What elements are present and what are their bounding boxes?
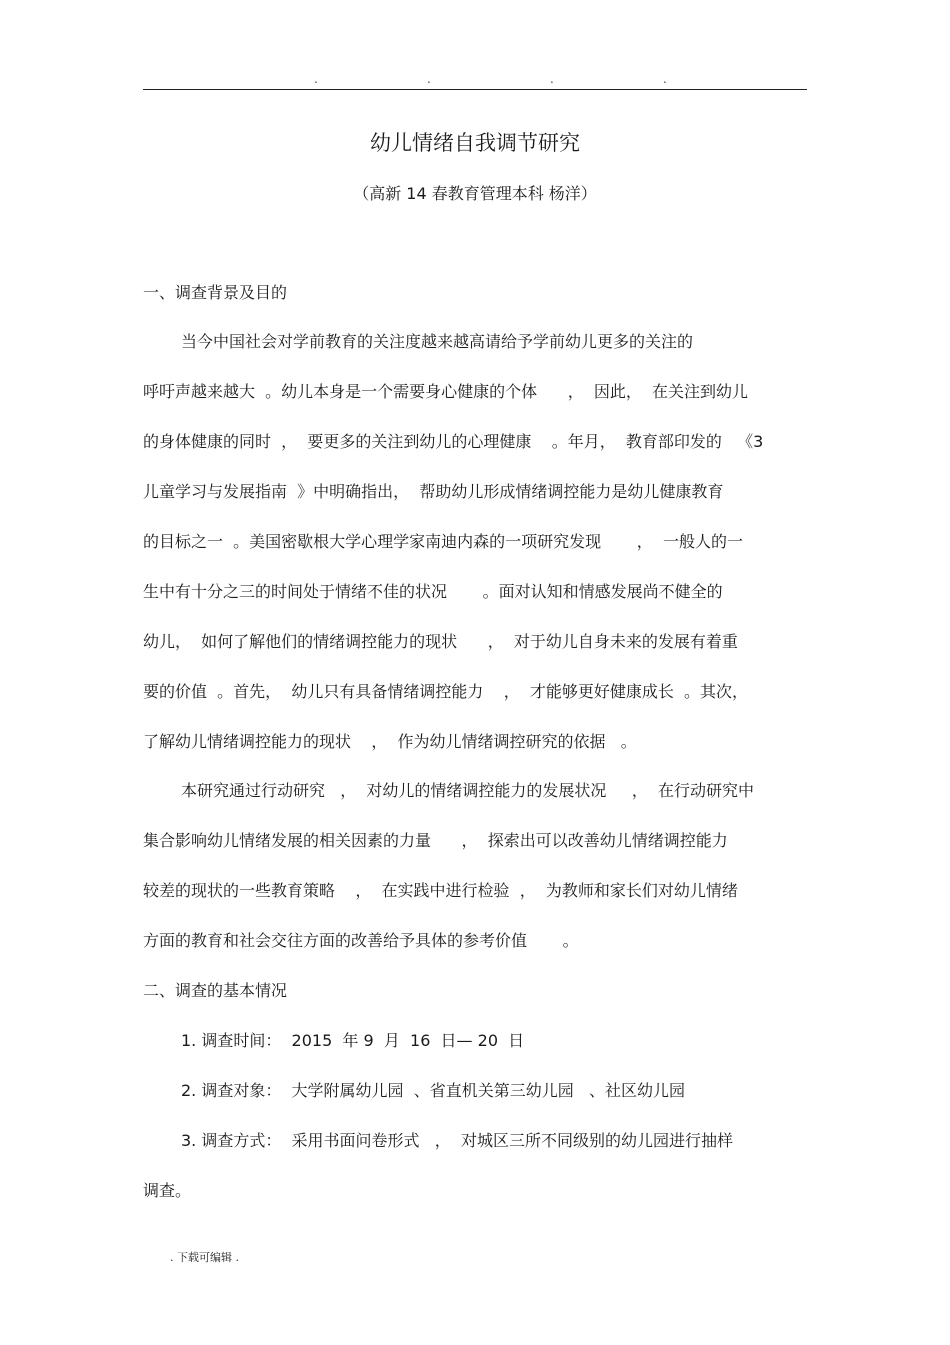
paragraph-line: 当今中国社会对学前教育的关注度越来越高请给予学前幼儿更多的关注的 <box>181 332 694 351</box>
paragraph-line: 幼儿， 如何了解他们的情绪调控能力的现状 ， 对于幼儿自身未来的发展有着重 <box>143 632 738 651</box>
document-subtitle: （高新 14 春教育管理本科 杨洋） <box>353 184 597 203</box>
list-item: 3. 调查方式： 采用书面问卷形式 ， 对城区三所不同级别的幼儿园进行抽样 <box>181 1131 733 1150</box>
footer-note: . 下载可编辑 . <box>170 1251 239 1264</box>
paragraph-line: 呼吁声越来越大 。幼儿本身是一个需要身心健康的个体 ， 因此， 在关注到幼儿 <box>143 382 749 401</box>
list-item: 1. 调查时间： 2015 年 9 月 16 日— 20 日 <box>181 1031 525 1050</box>
paragraph-line: 方面的教育和社会交往方面的改善给予具体的参考价值 。 <box>143 931 579 950</box>
paragraph-line: 要的价值 。首先， 幼儿只有具备情绪调控能力 ， 才能够更好健康成长 。其次， <box>143 682 749 701</box>
paragraph-line: 儿童学习与发展指南 》中明确指出， 帮助幼儿形成情绪调控能力是幼儿健康教育 <box>143 482 724 501</box>
header-dot: . <box>427 72 431 86</box>
list-item: 2. 调查对象： 大学附属幼儿园 、省直机关第三幼儿园 、社区幼儿园 <box>181 1081 685 1100</box>
paragraph-line: 集合影响幼儿情绪发展的相关因素的力量 ， 探索出可以改善幼儿情绪调控能力 <box>143 831 728 850</box>
paragraph-line: 本研究通过行动研究 ， 对幼儿的情绪调控能力的发展状况 ， 在行动研究中 <box>181 781 755 800</box>
section-heading: 二、调查的基本情况 <box>143 981 288 1000</box>
header-rule <box>143 89 807 90</box>
list-item-continuation: 调查。 <box>143 1181 192 1200</box>
header-dot: . <box>550 72 554 86</box>
paragraph-line: 生中有十分之三的时间处于情绪不佳的状况 。面对认知和情感发展尚不健全的 <box>143 582 723 601</box>
paragraph-line: 了解幼儿情绪调控能力的现状 ， 作为幼儿情绪调控研究的依据 。 <box>143 732 637 751</box>
paragraph-line: 的身体健康的同时 ， 要更多的关注到幼儿的心理健康 。年月， 教育部印发的 《3 <box>143 432 764 451</box>
paragraph-line: 较差的现状的一些教育策略 ， 在实践中进行检验 ， 为教师和家长们对幼儿情绪 <box>143 881 738 900</box>
header-dot: . <box>663 72 667 86</box>
paragraph-line: 的目标之一 。美国密歇根大学心理学家南迪内森的一项研究发现 ， 一般人的一 <box>143 532 743 551</box>
section-heading: 一、调查背景及目的 <box>143 283 288 302</box>
header-dot: . <box>314 72 318 86</box>
header-dots <box>0 72 950 86</box>
document-title: 幼儿情绪自我调节研究 <box>370 131 580 155</box>
